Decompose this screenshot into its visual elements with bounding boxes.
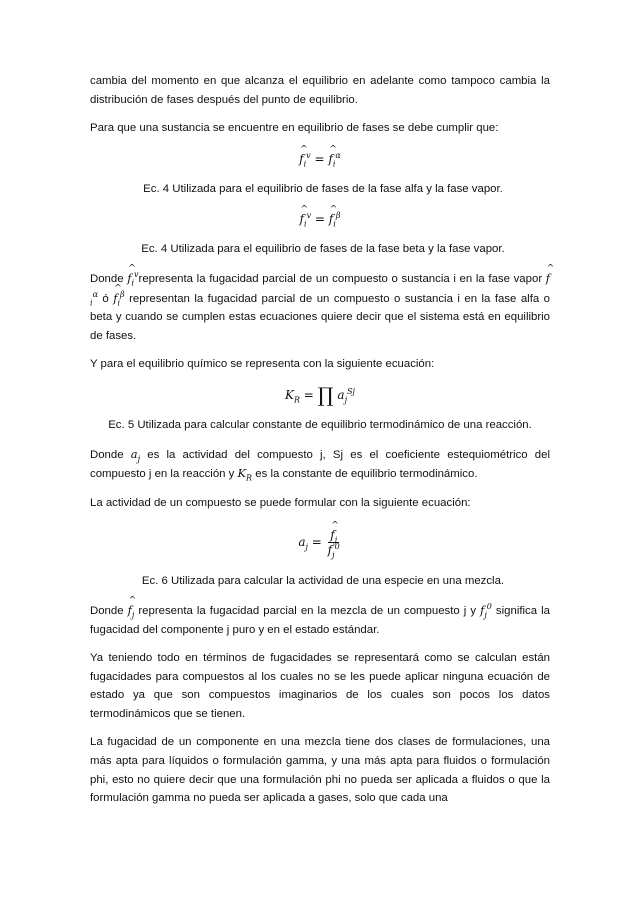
product-symbol: ∏ (317, 382, 334, 407)
paragraph: cambia del momento en que alcanza el equilibrio en adelante como tampoco cambia la distribución de fases después del punto de equilibrio. (90, 75, 550, 106)
inline-math: ^ f (113, 289, 117, 308)
eq-term: ^ f (300, 208, 304, 230)
equation-caption: Ec. 6 Utilizada para calcular la actividad de una especie en una mezcla. (141, 575, 505, 588)
inline-math: ^ f (546, 269, 550, 288)
paragraph: Donde ^ $f_j$ representa la fugacidad parcial en la mezcla de un compuesto j y $f_j^0$ significa la fugacidad del componente j puro y en el estado estándar. (90, 601, 550, 639)
fraction: ^ $\frac{f_j}{f_j^0}$ (326, 528, 342, 557)
equation-5: $K_R$ = ∏ $a_j^{Sj}$ (284, 382, 356, 407)
paragraph: Para que una sustancia se encuentre en equilibrio de fases se debe cumplir que: (90, 122, 499, 135)
paragraph: La fugacidad de un componente en una mezcla tiene dos clases de formulaciones, una más apta para líquidos o formulación gamma, y una más apta para fluidos o formulación phi, esto no quiere decir que una formulación phi no pueda ser aplicada a fluidos o que la formulación gamma no pueda ser aplicada a gases, solo que cada una (90, 736, 550, 805)
eq-term: ^ f (299, 148, 303, 170)
eq-term: ^ f (328, 148, 332, 170)
equation-caption: Ec. 5 Utilizada para calcular constante de equilibrio termodinámico de una reacción. (108, 418, 532, 431)
inline-math: ^ f (128, 601, 132, 620)
equation-6: $a_j$ = ^ $\frac{f_j}{f_j^0}$ (90, 522, 550, 562)
equation-caption: Ec. 4 Utilizada para el equilibrio de fases de la fase alfa y la fase vapor. (143, 182, 503, 195)
paragraph: Donde ^ $f_i^vrepresenta$ la fugacidad parcial de un compuesto o sustancia i en la fase vapor ^ $f_i^\alpha$ ó ^ $f_i^\beta$ representan la fugacidad parcial de un compuesto o sustancia i en la fase alfa o beta y cuando se cumplen estas ecuaciones quiere decir que el sistema está en equilibrio de fases. (90, 269, 550, 345)
paragraph: Ya teniendo todo en términos de fugacidades se representará como se calculan están fugacidades para compuestos al los cuales no se les puede aplicar ninguna ecuación de estado ya que son compuestos imaginarios de los cuales son pocos los datos termodinámicos que se tienen. (90, 652, 550, 720)
equation-caption: Ec. 4 Utilizada para el equilibrio de fases de la fase beta y la fase vapor. (141, 243, 505, 256)
paragraph: Donde $a_j$ es la actividad del compuesto j, Sj es el coeficiente estequiométrico del compuesto j en la reacción y $K_R$ es la constante de equilibrio termodinámico. (90, 446, 550, 483)
equation-4a: ^ $f_i^v$ = ^ $f_i^\alpha$ (90, 148, 550, 170)
equation-4b: ^ $f_i^v$ = ^ $f_i^\beta$ (90, 208, 550, 230)
inline-math: ^ f (127, 269, 131, 288)
paragraph: La actividad de un compuesto se puede formular con la siguiente ecuación: (90, 496, 471, 509)
document-page (90, 72, 550, 818)
paragraph: Y para el equilibrio químico se representa con la siguiente ecuación: (90, 358, 435, 371)
eq-term: ^ f (329, 208, 333, 230)
